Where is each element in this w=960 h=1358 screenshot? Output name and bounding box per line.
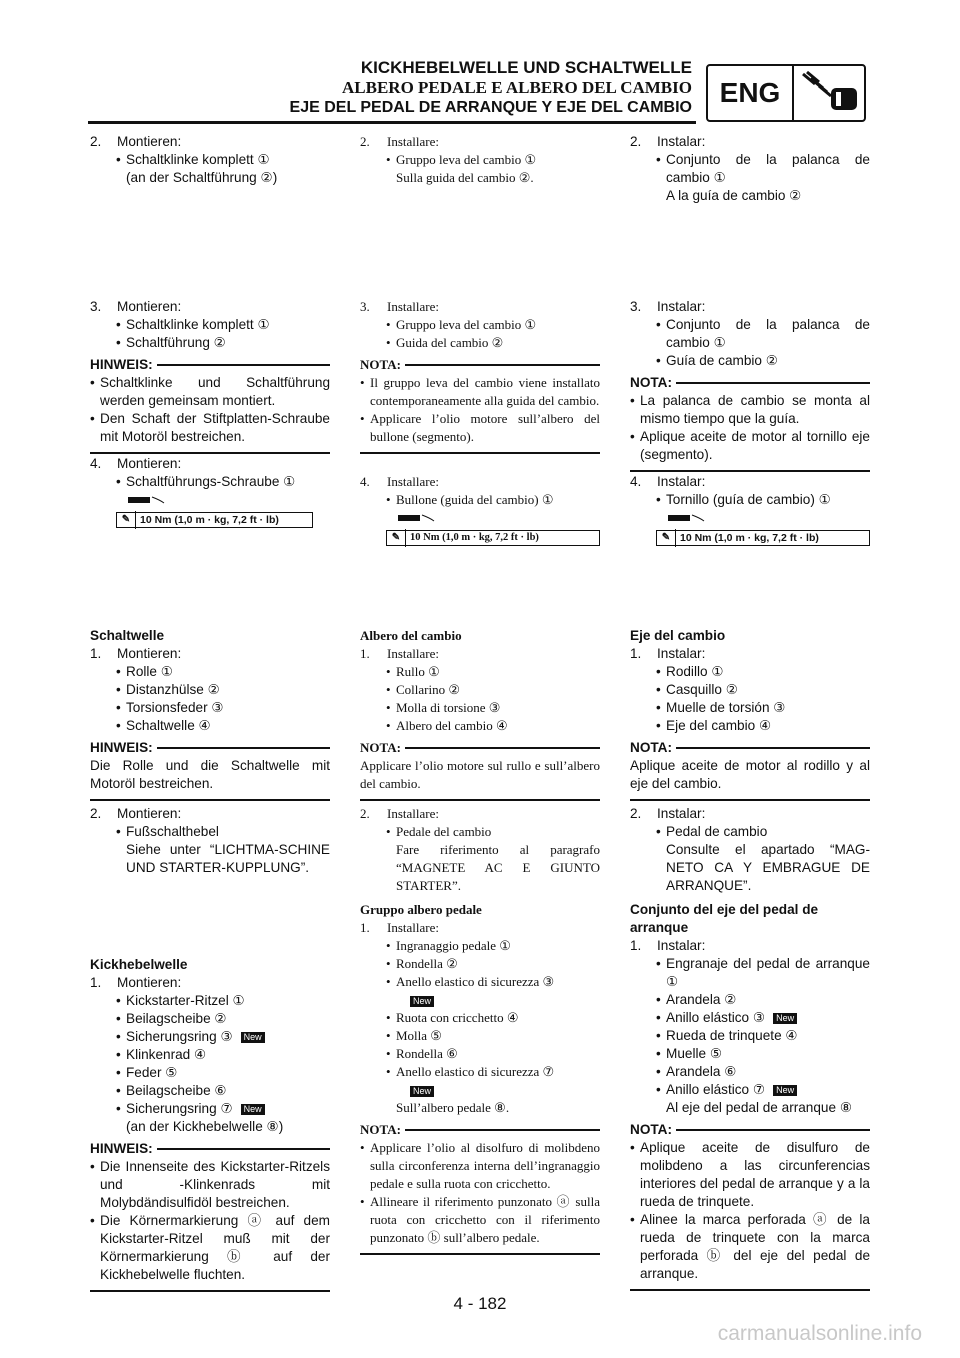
- note-item: • Die Innenseite des Kickstarter-Ritzels und -Klinkenrads mit Molybdändisulfidöl bestreichen.: [90, 1158, 330, 1212]
- tool-icon: ✎: [117, 511, 136, 529]
- section-title: Gruppo albero pedale: [360, 902, 482, 917]
- section-title: Conjunto del eje del pedal de arranque: [630, 902, 819, 935]
- note-heading: HINWEIS:: [90, 739, 330, 757]
- note-item: • Aplique aceite de motor al tornillo eje (segmento).: [630, 428, 870, 464]
- list-item: • Sicherungsring ③ New: [90, 1028, 330, 1046]
- list-item: • Collarino ②: [360, 681, 600, 699]
- list-item: • Pedal de cambio: [630, 823, 870, 841]
- list-item: • Rullo ①: [360, 663, 600, 681]
- list-item: • Rondella ⑥: [360, 1045, 600, 1063]
- new-badge: New: [241, 1104, 265, 1115]
- step-2: 2. Montieren:: [90, 134, 182, 149]
- note-item: • La palanca de cambio se monta al mismo tiempo que la guía.: [630, 392, 870, 428]
- note-item: • Alinee la marca perforada ⓐ de la rueda de trinquete con la marca perforada ⓑ del eje del pedal de arranque.: [630, 1211, 870, 1283]
- list-item: • Casquillo ②: [630, 681, 870, 699]
- new-badge: New: [410, 996, 434, 1007]
- list-item: • Gruppo leva del cambio ①: [360, 151, 600, 169]
- divider: [360, 799, 600, 801]
- divider: [90, 1290, 330, 1292]
- note-heading: NOTA:: [630, 374, 870, 392]
- list-item: • Anello elastico di sicurezza ⑦: [360, 1063, 600, 1081]
- list-item: • Bullone (guida del cambio) ①: [360, 491, 600, 509]
- list-item: • Molla ⑤: [360, 1027, 600, 1045]
- list-item: • Beilagscheibe ⑥: [90, 1082, 330, 1100]
- list-item-note: A la guía de cambio ②: [666, 188, 802, 203]
- list-item: • Pedale del cambio: [360, 823, 600, 841]
- divider: [360, 1253, 600, 1255]
- list-item: • Beilagscheibe ②: [90, 1010, 330, 1028]
- list-item: • Fußschalthebel: [90, 823, 330, 841]
- list-item: • Schaltwelle ④: [90, 717, 330, 735]
- note-item: • Allineare il riferimento punzonato ⓐ sulla ruota con cricchetto con il riferimento punzonato ⓑ sull’albero pedale.: [360, 1193, 600, 1247]
- note-heading: HINWEIS:: [90, 356, 330, 374]
- list-item: • Conjunto de la palanca de cambio ①: [630, 151, 870, 187]
- divider: [90, 452, 330, 454]
- torque-wrench-icon: [126, 495, 166, 505]
- note-item: • Applicare l’olio motore sull’albero del bullone (segmento).: [360, 410, 600, 446]
- torque-spec: ✎ 10 Nm (1,0 m · kg, 7,2 ft · lb): [116, 512, 313, 528]
- torque-wrench-icon: [666, 513, 706, 523]
- list-item: • Guía de cambio ②: [630, 352, 870, 370]
- tool-icon: ✎: [657, 529, 676, 547]
- divider: [630, 799, 870, 801]
- list-item: • Molla di torsione ③: [360, 699, 600, 717]
- list-item: • Tornillo (guía de cambio) ①: [630, 491, 870, 509]
- list-item: • Anello elastico di sicurezza ③: [360, 973, 600, 991]
- divider: [360, 452, 600, 454]
- note-heading: HINWEIS:: [90, 1140, 330, 1158]
- list-item-note: Consulte el apartado “MAG-NETO CA Y EMBRAGUE DE ARRANQUE”.: [666, 842, 870, 893]
- header-rule: [88, 121, 696, 124]
- divider: [90, 799, 330, 801]
- engine-spring-icon: [794, 66, 864, 120]
- page-number: 4 - 182: [453, 1294, 507, 1313]
- list-item: • Torsionsfeder ③: [90, 699, 330, 717]
- section-title: Kickhebelwelle: [90, 957, 188, 972]
- list-item: • Arandela ②: [630, 991, 870, 1009]
- list-item: • Arandela ⑥: [630, 1063, 870, 1081]
- divider: [630, 1289, 870, 1291]
- list-item: • Kickstarter-Ritzel ①: [90, 992, 330, 1010]
- list-item: • Schaltführung ②: [90, 334, 330, 352]
- section-label: ENG: [708, 66, 794, 120]
- header-titles: [290, 58, 692, 118]
- list-item: • Guida del cambio ②: [360, 334, 600, 352]
- note-heading: NOTA:: [630, 739, 870, 757]
- list-item: • Feder ⑤: [90, 1064, 330, 1082]
- list-item-note: Sull’albero pedale ⑧.: [396, 1100, 510, 1115]
- list-item-note: (an der Kickhebelwelle ⑧): [126, 1119, 284, 1134]
- note-text: Applicare l’olio motore sul rullo e sull’albero del cambio.: [360, 758, 600, 791]
- torque-spec: ✎ 10 Nm (1,0 m · kg, 7,2 ft · lb): [656, 530, 870, 546]
- list-item-note: Al eje del pedal de arranque ⑧: [666, 1100, 853, 1115]
- new-badge: New: [410, 1086, 434, 1097]
- list-item: • Rondella ②: [360, 955, 600, 973]
- note-heading: NOTA:: [360, 356, 600, 374]
- new-badge: New: [241, 1032, 265, 1043]
- section-tab: [706, 64, 866, 122]
- new-badge: New: [773, 1085, 797, 1096]
- list-item: • Muelle de torsión ③: [630, 699, 870, 717]
- note-item: • Applicare l’olio al disolfuro di molibdeno sulla circonferenza interna dell’ingranaggio pedale e sulla ruota con cricchetto.: [360, 1139, 600, 1193]
- list-item: • Ruota con cricchetto ④: [360, 1009, 600, 1027]
- list-item: • Sicherungsring ⑦ New: [90, 1100, 330, 1118]
- list-item: • Ingranaggio pedale ①: [360, 937, 600, 955]
- title-spanish: EJE DEL PEDAL DE ARRANQUE Y EJE DEL CAMBIO: [289, 99, 692, 116]
- watermark: carmanualsonline.info: [717, 1322, 922, 1345]
- torque-spec: ✎ 10 Nm (1,0 m · kg, 7,2 ft · lb): [386, 530, 600, 546]
- list-item: • Rodillo ①: [630, 663, 870, 681]
- note-text: Die Rolle und die Schaltwelle mit Motoröl bestreichen.: [90, 758, 330, 791]
- list-item-note: Fare riferimento al paragrafo “MAGNETE AC E GIUNTO STARTER”.: [396, 842, 600, 893]
- note-item: • Aplique aceite de disulfuro de molibdeno a las circunferencias interiores del pedal de arranque y a la rueda de trinquete.: [630, 1139, 870, 1211]
- new-badge: New: [773, 1013, 797, 1024]
- list-item-note: (an der Schaltführung ②): [126, 170, 278, 185]
- list-item: • Albero del cambio ④: [360, 717, 600, 735]
- list-item: • Schaltführungs-Schraube ①: [90, 473, 330, 491]
- section-title: Albero del cambio: [360, 628, 462, 643]
- title-italian: ALBERO PEDALE E ALBERO DEL CAMBIO: [342, 78, 692, 97]
- note-item: • Schaltklinke und Schaltführung werden gemeinsam montiert.: [90, 374, 330, 410]
- list-item: • Distanzhülse ②: [90, 681, 330, 699]
- note-item: • Den Schaft der Stiftplatten-Schraube mit Motoröl bestreichen.: [90, 410, 330, 446]
- list-item: • Klinkenrad ④: [90, 1046, 330, 1064]
- list-item: • Schaltklinke komplett ①: [90, 316, 330, 334]
- note-heading: NOTA:: [360, 1121, 600, 1139]
- divider: [630, 470, 870, 472]
- list-item: • Rueda de trinquete ④: [630, 1027, 870, 1045]
- note-heading: NOTA:: [360, 739, 600, 757]
- note-item: • Il gruppo leva del cambio viene installato contemporaneamente alla guida del cambio.: [360, 374, 600, 410]
- tool-icon: ✎: [387, 529, 406, 547]
- list-item: • Anillo elástico ③ New: [630, 1009, 870, 1027]
- note-text: Aplique aceite de motor al rodillo y al eje del cambio.: [630, 758, 870, 791]
- title-german: KICKHEBELWELLE UND SCHALTWELLE: [360, 58, 692, 77]
- list-item: • Engranaje del pedal de arranque ①: [630, 955, 870, 991]
- torque-wrench-icon: [396, 513, 436, 523]
- list-item: • Conjunto de la palanca de cambio ①: [630, 316, 870, 352]
- list-item: • Gruppo leva del cambio ①: [360, 316, 600, 334]
- list-item: • Anillo elástico ⑦ New: [630, 1081, 870, 1099]
- note-heading: NOTA:: [630, 1121, 870, 1139]
- note-item: • Die Körnermarkierung ⓐ auf dem Kickstarter-Ritzel muß mit der Körnermarkierung ⓑ auf der Kickhebelwelle fluchten.: [90, 1212, 330, 1284]
- section-title: Eje del cambio: [630, 628, 726, 643]
- list-item: • Muelle ⑤: [630, 1045, 870, 1063]
- list-item: • Rolle ①: [90, 663, 330, 681]
- list-item-note: Siehe unter “LICHTMA-SCHINE UND STARTER-KUPPLUNG”.: [126, 842, 330, 875]
- section-title: Schaltwelle: [90, 628, 165, 643]
- list-item: • Schaltklinke komplett ①: [90, 151, 330, 169]
- list-item: • Eje del cambio ④: [630, 717, 870, 735]
- list-item-note: Sulla guida del cambio ②.: [396, 170, 534, 185]
